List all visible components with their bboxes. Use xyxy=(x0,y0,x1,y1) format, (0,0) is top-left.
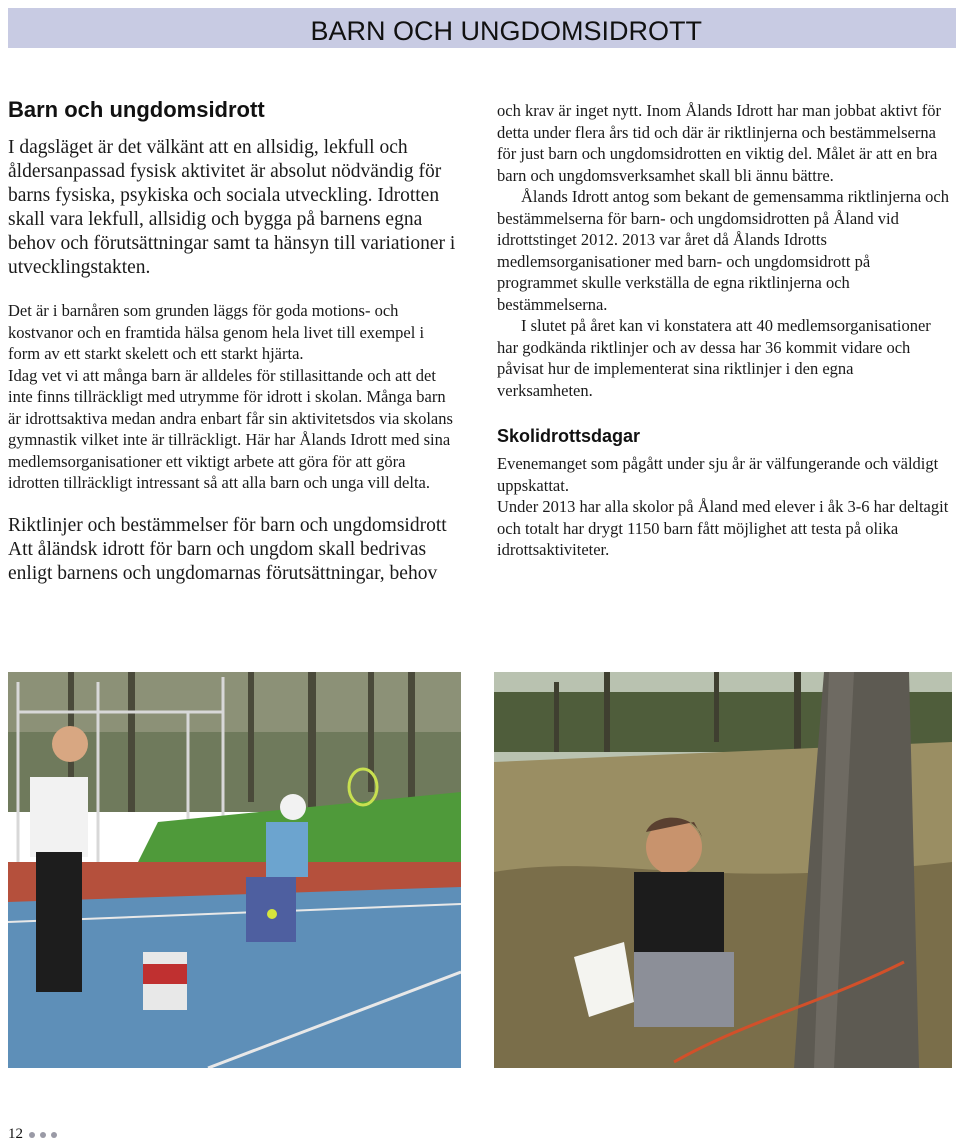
page-footer xyxy=(8,1126,62,1143)
body-paragraph-1: Det är i barnåren som grunden läggs för goda motions- och kostvanor och en framtida hälsa genom hela livet till exempel i form av ett starkt skelett och ett starkt hjärta. xyxy=(8,301,425,363)
tennis-photo xyxy=(8,672,461,1068)
header-banner xyxy=(8,8,956,48)
guidelines-text: Att åländsk idrott för barn och ungdom skall bedrivas enligt barnens och ungdomarnas förutsättningar, behov xyxy=(8,538,438,584)
right-paragraph-1: och krav är inget nytt. Inom Ålands Idrott har man jobbat aktivt för detta under flera års tid och där är riktlinjerna och bestämmelserna för just barn och ungdomsidrotten en viktig del. Målet är att en bra barn och ungdomsverksamhet skall bli ännu bättre. xyxy=(497,101,942,185)
footer-dot-icon xyxy=(29,1132,35,1138)
right-column xyxy=(497,100,952,561)
footer-dot-icon xyxy=(40,1132,46,1138)
forest-orienteering-photo xyxy=(494,672,952,1068)
guidelines-title: Riktlinjer och bestämmelser för barn och ungdomsidrott xyxy=(8,514,447,536)
right-paragraph-4: Evenemanget som pågått under sju år är välfungerande och väldigt uppskattat. xyxy=(497,454,939,495)
page-section-title: BARN OCH UNGDOMSIDROTT xyxy=(310,16,702,46)
article-heading: Barn och ungdomsidrott xyxy=(8,97,265,122)
right-paragraph-5: Under 2013 har alla skolor på Åland med elever i åk 3-6 har deltagit och totalt har drygt 1150 barn fått möjlighet att testa på olika idrottsaktiviteter. xyxy=(497,497,949,559)
left-column xyxy=(8,96,458,586)
right-paragraph-2: Ålands Idrott antog som bekant de gemensamma riktlinjerna och bestämmelserna för barn- och ungdomsidrotten på Åland vid idrottstinget 2012. 2013 var året då Ålands Idrotts medlemsorganisationer med barn- och ungdomsidrott på programmet skulle verkställa de egna riktlinjerna och bestämmelserna. xyxy=(497,187,949,314)
lead-paragraph: I dagsläget är det välkänt att en allsidig, lekfull och åldersanpassad fysisk aktivitet är absolut nödvändig för barns fysiska, psykiska och sociala utveckling. Idrotten skall vara lekfull, allsidig och bygga på barnens egna behov och förutsättningar samt ta hänsyn till variationer i utvecklingstakten. xyxy=(8,137,456,278)
footer-dot-icon xyxy=(51,1132,57,1138)
page-number: 12 xyxy=(8,1126,23,1142)
school-sports-heading: Skolidrottsdagar xyxy=(497,426,641,446)
right-paragraph-3: I slutet på året kan vi konstatera att 40 medlemsorganisationer har godkända riktlinjer och av dessa har 36 kommit vidare och påvisat hur de implementerat sina riktlinjer i den egna verksamheten. xyxy=(497,316,931,400)
body-paragraph-2: Idag vet vi att många barn är alldeles för stillasittande och att det inte finns tillräckligt med utrymme för idrott i skolan. Många barn är idrottsaktiva medan andra enbart får sin aktivitetsdos via skolans gymnastik vilket inte är tillräckligt. Här har Ålands Idrott med sina medlemsorganisationer ett viktigt arbete att göra för att göra idrotten tillräckligt intressant så att alla barn och unga vill delta. xyxy=(8,365,453,492)
